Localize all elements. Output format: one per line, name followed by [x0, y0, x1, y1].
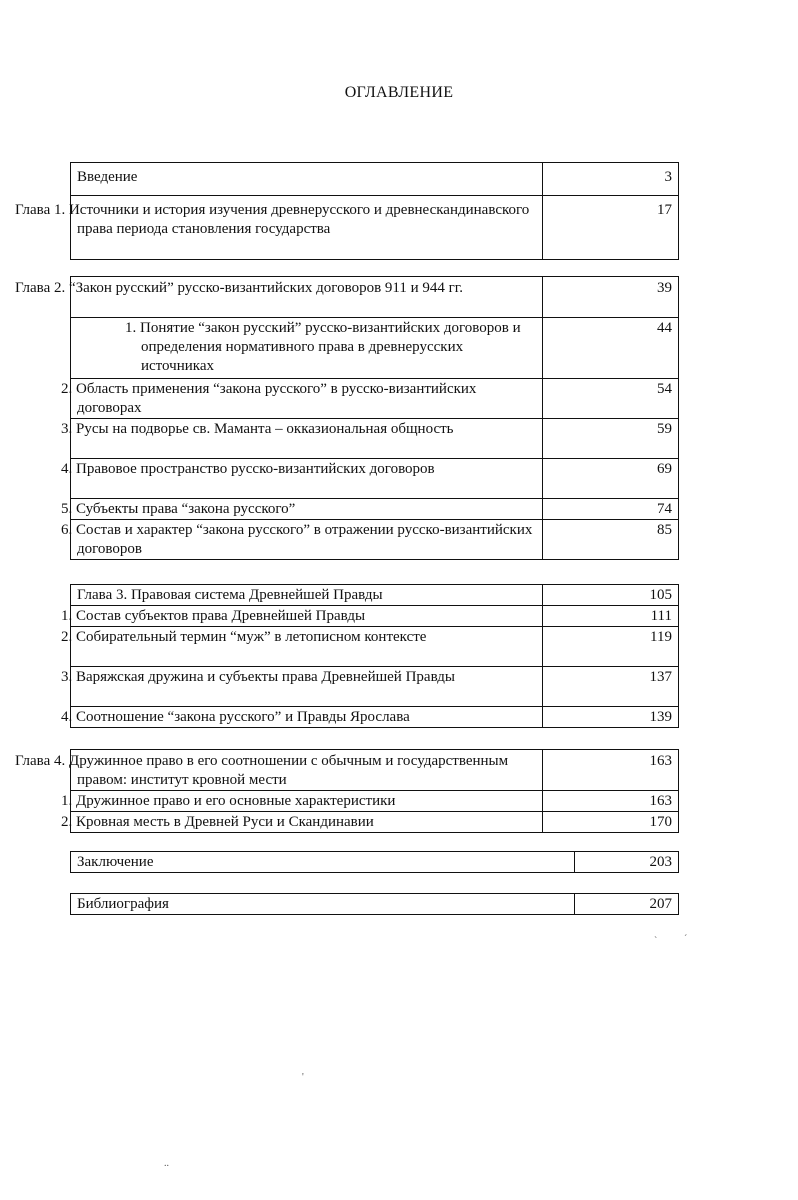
toc-row: [71, 163, 679, 196]
toc-entry-text: Глава 2. “Закон русский” русско-византийских договоров 911 и 944 гг.: [71, 277, 543, 318]
toc-entry-page: 119: [543, 627, 679, 667]
toc-entry-page: 3: [543, 163, 679, 196]
toc-entry-text: 1. Дружинное право и его основные характеристики: [71, 791, 543, 812]
toc-entry-text: 1. Понятие “закон русский” русско-византийских договоров и определения нормативного права в древнерусских источниках: [71, 318, 543, 379]
toc-row: [71, 667, 679, 707]
toc-entry-text: Введение: [71, 163, 543, 196]
toc-row: [71, 606, 679, 627]
toc-entry-page: 137: [543, 667, 679, 707]
toc-row: [71, 520, 679, 560]
toc-row: [71, 499, 679, 520]
toc-entry-text: 5. Субъекты права “закона русского”: [71, 499, 543, 520]
toc-block-bibliography: [70, 893, 679, 915]
scan-speck: ..: [164, 1158, 169, 1169]
toc-block-chapter-4: [15, 749, 679, 833]
scan-speck: ´: [684, 934, 688, 945]
toc-row: [71, 707, 679, 728]
toc-entry-page: 17: [543, 196, 679, 260]
toc-block-intro: [15, 162, 679, 260]
toc-entry-page: 111: [543, 606, 679, 627]
toc-entry-text: 2. Область применения “закона русского” в русско-византийских договорах: [71, 379, 543, 419]
toc-entry-page: 69: [543, 459, 679, 499]
toc-entry-page: 170: [543, 812, 679, 833]
toc-entry-text: 6. Состав и характер “закона русского” в отражении русско-византийских договоров: [71, 520, 543, 560]
toc-block-conclusion: [70, 851, 679, 873]
toc-row: [71, 277, 679, 318]
toc-block-chapter-2: [15, 276, 679, 560]
toc-entry-page: 39: [543, 277, 679, 318]
toc-entry-page: 54: [543, 379, 679, 419]
toc-row: [71, 379, 679, 419]
toc-entry-text: Заключение: [71, 852, 575, 873]
toc-entry-text: Глава 1. Источники и история изучения древнерусского и древнескандинавского права периода становления государства: [71, 196, 543, 260]
toc-entry-page: 163: [543, 791, 679, 812]
toc-entry-text: Глава 3. Правовая система Древнейшей Правды: [71, 585, 543, 606]
toc-row: [71, 894, 679, 915]
scan-speck: `: [654, 936, 658, 947]
toc-row: [71, 196, 679, 260]
toc-entry-page: 139: [543, 707, 679, 728]
toc-entry-text: Глава 4. Дружинное право в его соотношении с обычным и государственным правом: институт кровной мести: [71, 750, 543, 791]
toc-entry-text: 4. Соотношение “закона русского” и Правды Ярослава: [71, 707, 543, 728]
toc-entry-page: 163: [543, 750, 679, 791]
toc-row: [71, 459, 679, 499]
scan-speck: ': [302, 1072, 304, 1083]
toc-entry-text: 4. Правовое пространство русско-византийских договоров: [71, 459, 543, 499]
toc-entry-text: 2. Кровная месть в Древней Руси и Скандинавии: [71, 812, 543, 833]
toc-row: [71, 585, 679, 606]
toc-entry-text: 3. Варяжская дружина и субъекты права Древнейшей Правды: [71, 667, 543, 707]
toc-row: [71, 318, 679, 379]
toc-entry-page: 59: [543, 419, 679, 459]
toc-row: [71, 627, 679, 667]
toc-entry-text: 3. Русы на подворье св. Маманта – окказиональная общность: [71, 419, 543, 459]
toc-block-chapter-3: [61, 584, 679, 728]
toc-row: [71, 791, 679, 812]
toc-row: [71, 419, 679, 459]
toc-row: [71, 812, 679, 833]
toc-row: [71, 750, 679, 791]
toc-entry-page: 74: [543, 499, 679, 520]
toc-entry-text: 2. Собирательный термин “муж” в летописном контексте: [71, 627, 543, 667]
page-title: ОГЛАВЛЕНИЕ: [344, 84, 454, 101]
toc-row: [71, 852, 679, 873]
toc-entry-page: 105: [543, 585, 679, 606]
toc-entry-page: 44: [543, 318, 679, 379]
toc-entry-text: 1. Состав субъектов права Древнейшей Правды: [71, 606, 543, 627]
toc-entry-page: 207: [575, 894, 679, 915]
toc-entry-page: 85: [543, 520, 679, 560]
toc-entry-text: Библиография: [71, 894, 575, 915]
toc-entry-page: 203: [575, 852, 679, 873]
